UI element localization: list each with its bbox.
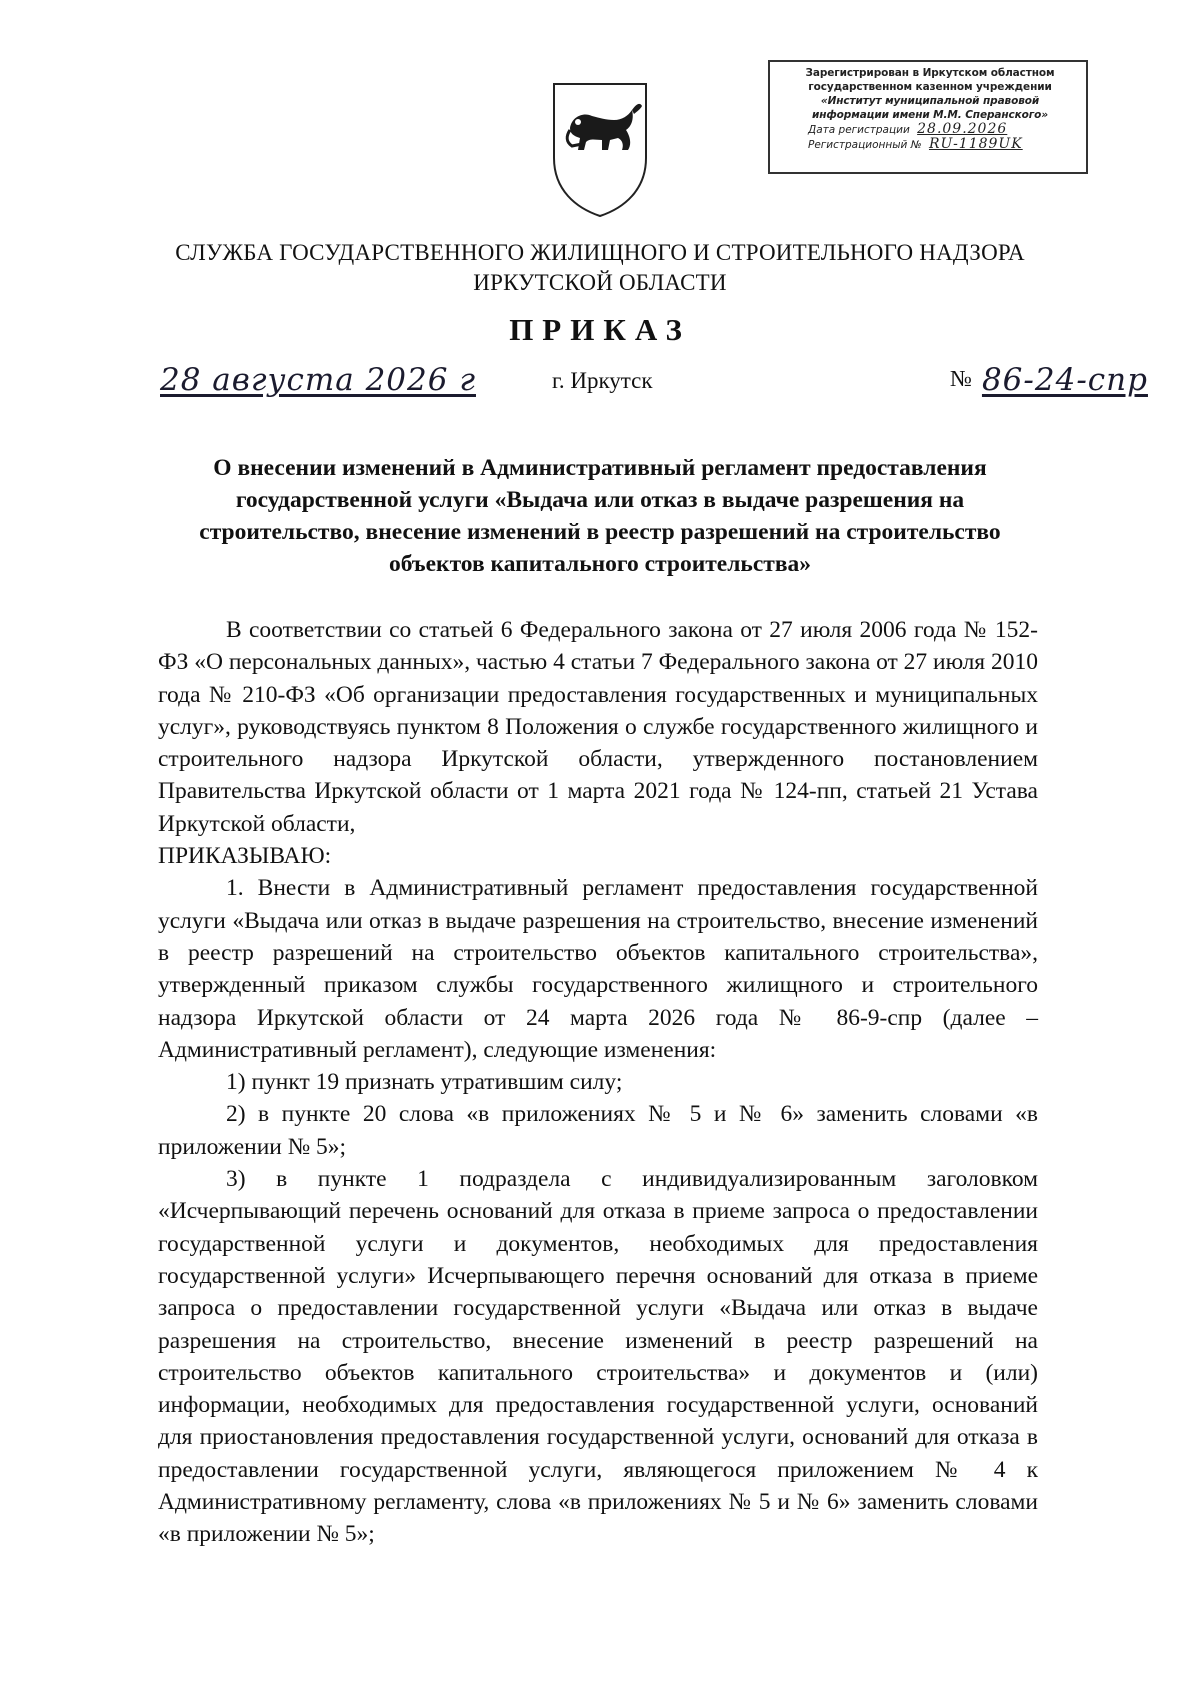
- document-title: [150, 452, 1050, 580]
- subitem-3-paragraph: 3) в пункте 1 подраздела с индивидуализированным заголовком «Исчерпывающий перечень оснований для отказа в приеме запроса о предоставлении государственной услуги и документов, необходимых для предоставления государственной услуги» Исчерпывающего перечня оснований для отказа в приеме запроса о предоставлении государственной услуги «Выдача или отказ в выдаче разрешения на строительство, внесение изменений в реестр разрешений на строительство объектов капитального строительства» и документов и (или) информации, необходимых для предоставления государственной услуги, оснований для приостановления предоставления государственной услуги, оснований для отказа в предоставлении государственной услуги, являющегося приложением № 4 к Административному регламенту, слова «в приложениях № 5 и № 6» заменить словами «в приложении № 5»;: [158, 1166, 1038, 1548]
- order-word: ПРИКАЗЫВАЮ:: [158, 843, 332, 870]
- irkutsk-coat-of-arms-emblem: [548, 80, 652, 220]
- stamp-reg-value: RU-1189UK: [928, 136, 1023, 152]
- stamp-line: государственном казенном учреждении: [808, 81, 1052, 93]
- stamp-line: информации имени М.М. Сперанского»: [811, 109, 1049, 121]
- city: г. Иркутск: [552, 368, 653, 393]
- org-line: СЛУЖБА ГОСУДАРСТВЕННОГО ЖИЛИЩНОГО И СТРОИТЕЛЬНОГО НАДЗОРА: [175, 240, 1025, 265]
- organization-name: [0, 238, 1200, 298]
- subitem-2-paragraph: 2) в пункте 20 слова «в приложениях № 5 и № 6» заменить словами «в приложении № 5»;: [158, 1101, 1038, 1160]
- stamp-date-value: 28.09.2026: [917, 121, 1008, 137]
- document-number: [950, 362, 1148, 398]
- stamp-number-row: [808, 137, 1080, 152]
- title-line: государственной услуги «Выдача или отказ в выдаче разрешения на: [235, 487, 965, 513]
- document-type: ПРИКАЗ: [509, 312, 691, 347]
- number-sign: №: [950, 366, 972, 391]
- document-meta-row: [0, 360, 1200, 410]
- subitem-1-paragraph: 1) пункт 19 признать утратившим силу;: [226, 1069, 623, 1096]
- handwritten-number: 86-24-спр: [981, 362, 1148, 398]
- document-body: [158, 614, 1038, 1551]
- title-line: объектов капитального строительства»: [388, 551, 812, 577]
- stamp-line: Зарегистрирован в Иркутском областном: [805, 67, 1055, 79]
- title-line: строительство, внесение изменений в реестр разрешений на строительство: [199, 519, 1001, 545]
- preamble-paragraph: В соответствии со статьей 6 Федерального закона от 27 июля 2006 года № 152-ФЗ «О персональных данных», частью 4 статьи 7 Федерального закона от 27 июля 2010 года № 210-ФЗ «Об организации предоставления государственных и муниципальных услуг», руководствуясь пунктом 8 Положения о службе государственного жилищного и строительного надзора Иркутской области, утвержденного постановлением Правительства Иркутской области от 1 марта 2021 года № 124-пп, статьей 21 Устава Иркутской области,: [158, 617, 1038, 837]
- stamp-date-row: [808, 122, 1080, 137]
- stamp-reg-label: Регистрационный №: [808, 139, 922, 151]
- title-line: О внесении изменений в Административный регламент предоставления: [213, 455, 987, 481]
- stamp-date-label: Дата регистрации: [808, 124, 910, 136]
- org-line: ИРКУТСКОЙ ОБЛАСТИ: [473, 270, 727, 295]
- handwritten-date: 28 августа 2026 г: [160, 362, 476, 398]
- registration-stamp: [768, 60, 1088, 174]
- stamp-line: «Институт муниципальной правовой: [820, 95, 1040, 107]
- item-1-paragraph: 1. Внести в Административный регламент предоставления государственной услуги «Выдача или отказ в выдаче разрешения на строительство, внесение изменений в реестр разрешений на строительство объектов капитального строительства», утвержденный приказом службы государственного жилищного и строительного надзора Иркутской области от 24 марта 2026 года № 86-9-спр (далее – Административный регламент), следующие изменения:: [158, 875, 1038, 1063]
